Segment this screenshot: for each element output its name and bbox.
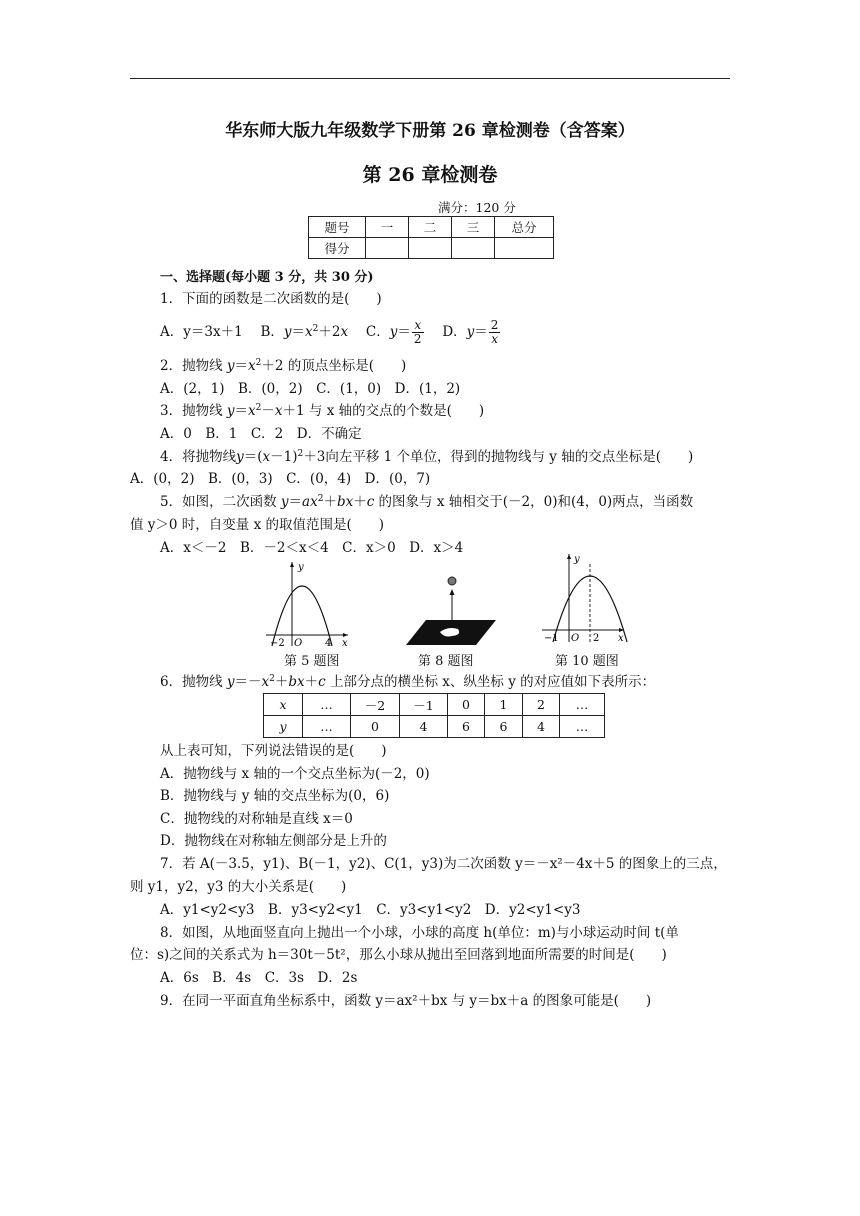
question-6-prompt: 从上表可知，下列说法错误的是( ) [160,743,387,759]
table-cell: … [303,694,351,716]
question-8-options: A．6s B．4s C．3s D．2s [160,970,358,986]
score-cell: 三 [452,217,495,238]
parabola-curve [272,586,332,646]
table-cell: 1 [485,694,523,716]
value-table [263,693,605,738]
score-cell: 一 [366,217,409,238]
option-label: B． [260,324,284,340]
question-6-option-a: A．抛物线与 x 轴的一个交点坐标为(－2，0) [160,766,430,782]
table-cell: 4 [400,716,448,738]
question-6-stem: 6．抛物线 $y=-x^2+bx+c$ 上部分点的横坐标 x、纵坐标 y 的对应值如下表所示： [160,674,656,690]
option-label: C． [365,324,390,340]
table-cell: y [264,716,303,738]
y-label: y [574,554,580,565]
table-cell: x [264,694,303,716]
x-label: x [618,633,624,644]
question-6-option-d: D．抛物线在对称轴左侧部分是上升的 [160,833,387,849]
question-3-stem: 3．抛物线 $y=x^2-x+1$ 与 x 轴的交点的个数是( ) [160,403,485,419]
table-cell: … [560,694,605,716]
question-7-line-1: 7．若 A(－3.5，y1)、B(－1，y2)、C(1，y3)为二次函数 y＝－x²－4x＋5 的图象上的三点， [160,856,727,872]
question-2-options: A．(2，1) B．(0，2) C．(1，0) D．(1，2) [160,381,461,397]
score-table-score-row [309,238,554,259]
ball-icon [448,577,456,585]
figure-10-parabola [538,550,630,646]
table-cell: －2 [351,694,400,716]
score-blank [409,238,452,259]
question-7-options: A．y1<y2<y3 B．y3<y2<y1 C．y3<y1<y2 D．y2<y1<y3 [160,902,581,918]
y-axis-arrow-icon [567,554,571,559]
top-rule [130,78,730,79]
question-4-stem: 4．将抛物线$y=(x-1)^2+3$向左平移 1 个单位，得到的抛物线与 y 轴的交点坐标是( ) [160,449,694,465]
option-a-text: y＝3x＋1 [183,324,243,340]
question-1-options: A．y＝3x＋1 B．$y=x^2+2x$ C．y＝ $\frac{x}{2}$ D．y＝ $\frac{2}{x}$ [160,318,499,346]
table-cell: －1 [400,694,448,716]
table-cell: 6 [448,716,485,738]
question-2-stem: 2．抛物线 $y=x^2+2$ 的顶点坐标是( ) [160,358,407,374]
question-8-line-2: 位：s)之间的关系式为 h＝30t－5t²，那么小球从抛出至回落到地面所需要的时间是( ) [130,947,667,963]
question-5-options: A．x＜－2 B．－2＜x＜4 C．x＞0 D．x＞4 [160,540,464,556]
question-1-stem: 1．下面的函数是二次函数的是( ) [160,291,382,307]
figure-8-ball-throw [404,572,500,648]
origin-label: O [571,633,580,644]
table-cell: … [303,716,351,738]
table-cell: 0 [351,716,400,738]
x-row [264,694,605,716]
arrow-head-icon [450,589,455,595]
y-axis-arrow-icon [290,562,294,567]
table-cell: 0 [448,694,485,716]
table-cell: 4 [523,716,560,738]
score-cell: 题号 [309,217,366,238]
x-axis-arrow-icon [343,633,348,637]
figure-5-parabola [262,560,352,648]
origin-label: O [294,638,303,648]
score-blank [495,238,554,259]
table-cell: 2 [523,694,560,716]
score-cell: 二 [409,217,452,238]
question-3-options: A．0 B．1 C．2 D．不确定 [160,426,362,442]
table-cell: 6 [485,716,523,738]
question-4-options: A．(0，2) B．(0，3) C．(0，4) D．(0，7) [130,471,431,487]
question-5-line-1: 5．如图，二次函数 $y=ax^2+bx+c$ 的图象与 x 轴相交于(－2，0)和(4，0)两点，当函数 [160,494,694,510]
y-label: y [298,562,304,573]
chapter-title: 第 26 章检测卷 [362,164,498,186]
score-blank [366,238,409,259]
question-9-stem: 9．在同一平面直角坐标系中，函数 y＝ax²＋bx 与 y＝bx＋a 的图象可能是( ) [160,993,652,1009]
left-root-label: −1 [544,633,559,644]
option-label: D． [442,324,467,340]
question-7-line-2: 则 y1，y2，y3 的大小关系是( ) [130,879,347,895]
full-score-label: 满分：120 分 [438,200,516,215]
right-root-label: 4 [325,638,332,648]
y-row [264,716,605,738]
figure-10-caption: 第 10 题图 [555,654,619,669]
table-cell: … [560,716,605,738]
figure-5-caption: 第 5 题图 [284,654,340,669]
question-6-option-c: C．抛物线的对称轴是直线 x＝0 [160,811,353,827]
score-cell: 总分 [495,217,554,238]
question-5-line-2: 值 y＞0 时，自变量 x 的取值范围是( ) [130,517,385,533]
left-root-label: −2 [270,638,285,648]
score-table [308,216,554,259]
score-cell: 得分 [309,238,366,259]
option-label: A． [160,324,184,340]
question-8-line-1: 8．如图，从地面竖直向上抛出一个小球，小球的高度 h(单位：m)与小球运动时间 t(单 [160,925,679,941]
score-blank [452,238,495,259]
question-6-option-b: B．抛物线与 y 轴的交点坐标为(0，6) [160,788,390,804]
figure-8-caption: 第 8 题图 [418,654,474,669]
section-title: 一、选择题(每小题 3 分，共 30 分) [160,270,374,285]
symmetry-label: 2 [593,633,600,644]
x-label: x [342,638,348,648]
document-title: 华东师大版九年级数学下册第 26 章检测卷（含答案） [225,121,635,141]
score-table-header-row [309,217,554,238]
